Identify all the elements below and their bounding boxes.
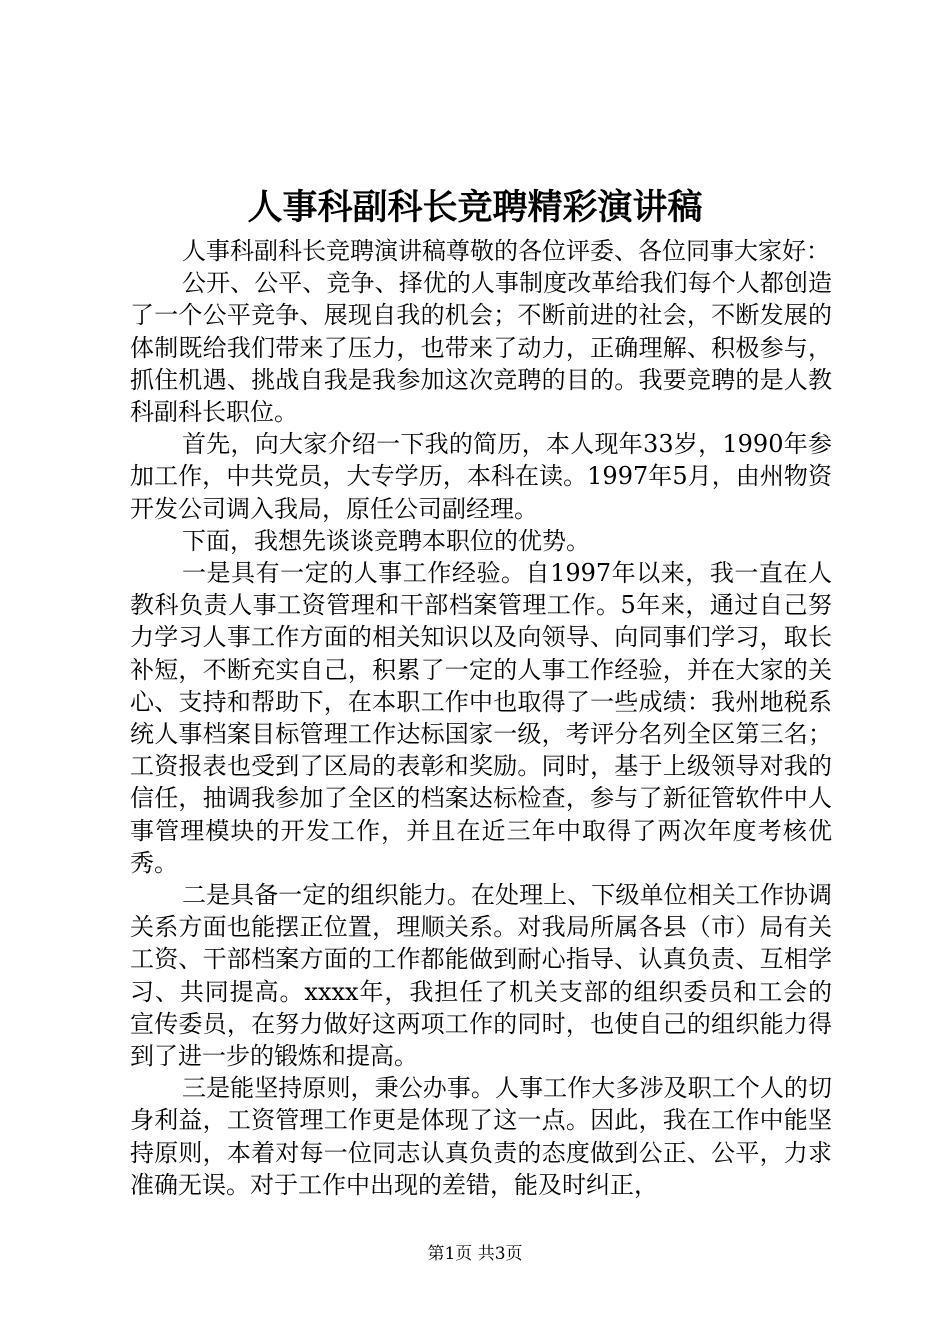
document-body <box>130 235 832 1201</box>
paragraph-greeting: 人事科副科长竞聘演讲稿尊敬的各位评委、各位同事大家好： <box>182 237 830 265</box>
document-title: 人事科副科长竞聘精彩演讲稿 <box>247 187 703 228</box>
paragraph-advantage-two: 二是具备一定的组织能力。在处理上、下级单位相关工作协调关系方面也能摆正位置，理顺关系。对我局所属各县（市）局有关工资、干部档案方面的工作都能做到耐心指导、认真负责、互相学习、共同提高。xxxx年，我担任了机关支部的组织委员和工会的宣传委员，在努力做好这两项工作的同时，也使自己的组织能力得到了进一步的锻炼和提高。 <box>130 881 832 1071</box>
paragraph-resume: 首先，向大家介绍一下我的简历，本人现年33岁，1990年参加工作，中共党员，大专学历，本科在读。1997年5月，由州物资开发公司调入我局，原任公司副经理。 <box>130 430 832 523</box>
paragraph-advantage-three: 三是能坚持原则，秉公办事。人事工作大多涉及职工个人的切身利益，工资管理工作更是体现了这一点。因此，我在工作中能坚持原则，本着对每一位同志认真负责的态度做到公正、公平，力求准确无误。对于工作中出现的差错，能及时纠正， <box>130 1074 832 1199</box>
paragraph-intro: 公开、公平、竞争、择优的人事制度改革给我们每个人都创造了一个公平竞争、展现自我的机会；不断前进的社会，不断发展的体制既给我们带来了压力，也带来了动力，正确理解、积极参与，抓住机遇、挑战自我是我参加这次竞聘的目的。我要竞聘的是人教科副科长职位。 <box>130 269 832 427</box>
paragraph-advantage-one: 一是具有一定的人事工作经验。自1997年以来，我一直在人教科负责人事工资管理和干部档案管理工作。5年来，通过自己努力学习人事工作方面的相关知识以及向领导、向同事们学习，取长补短，不断充实自己，积累了一定的人事工作经验，并在大家的关心、支持和帮助下，在本职工作中也取得了一些成绩：我州地税系统人事档案目标管理工作达标国家一级，考评分名列全区第三名；工资报表也受到了区局的表彰和奖励。同时，基于上级领导对我的信任，抽调我参加了全区的档案达标检查，参与了新征管软件中人事管理模块的开发工作，并且在近三年中取得了两次年度考核优秀。 <box>130 559 832 877</box>
paragraph-transition: 下面，我想先谈谈竞聘本职位的优势。 <box>182 526 590 555</box>
page-footer: 第1页 共3页 <box>427 1244 523 1264</box>
